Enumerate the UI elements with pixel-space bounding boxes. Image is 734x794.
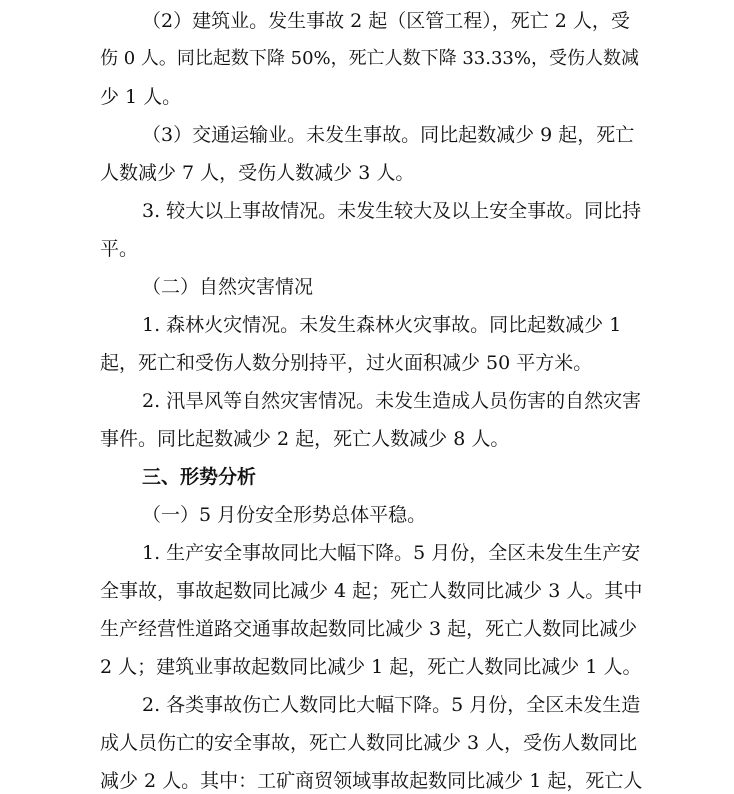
paragraph-line: 成人员伤亡的安全事故，死亡人数同比减少 3 人，受伤人数同比 xyxy=(100,732,638,754)
paragraph-line: 平。 xyxy=(100,238,139,260)
paragraph-line: 2. 汛旱风等自然灾害情况。未发生造成人员伤害的自然灾害 xyxy=(142,390,642,412)
paragraph-line: 1. 森林火灾情况。未发生森林火灾事故。同比起数减少 1 xyxy=(142,314,622,336)
section-heading: （二）自然灾害情况 xyxy=(142,276,314,298)
paragraph-line: 人数减少 7 人，受伤人数减少 3 人。 xyxy=(100,162,415,184)
paragraph-line: （3）交通运输业。未发生事故。同比起数减少 9 起，死亡 xyxy=(142,124,635,146)
paragraph-line: 减少 2 人。其中：工矿商贸领域事故起数同比减少 1 起，死亡人 xyxy=(100,770,643,792)
paragraph-line: 少 1 人。 xyxy=(100,86,182,108)
paragraph-line: 3. 较大以上事故情况。未发生较大及以上安全事故。同比持 xyxy=(142,200,642,222)
paragraph-line: 起，死亡和受伤人数分别持平，过火面积减少 50 平方米。 xyxy=(100,352,593,374)
paragraph-line: 2 人；建筑业事故起数同比减少 1 起，死亡人数同比减少 1 人。 xyxy=(100,656,642,678)
section-heading: 三、形势分析 xyxy=(142,466,257,488)
paragraph-line: 事件。同比起数减少 2 起，死亡人数减少 8 人。 xyxy=(100,428,510,450)
paragraph-line: 伤 0 人。同比起数下降 50%，死亡人数下降 33.33%，受伤人数减 xyxy=(100,48,639,69)
paragraph-line: 1. 生产安全事故同比大幅下降。5 月份，全区未发生生产安 xyxy=(142,542,641,564)
paragraph-line: 全事故，事故起数同比减少 4 起；死亡人数同比减少 3 人。其中 xyxy=(100,580,643,602)
paragraph-line: 生产经营性道路交通事故起数同比减少 3 起，死亡人数同比减少 xyxy=(100,618,638,640)
paragraph-line: （2）建筑业。发生事故 2 起（区管工程），死亡 2 人，受 xyxy=(142,10,630,32)
subsection-heading: （一）5 月份安全形势总体平稳。 xyxy=(142,504,427,526)
paragraph-line: 2. 各类事故伤亡人数同比大幅下降。5 月份，全区未发生造 xyxy=(142,694,641,716)
